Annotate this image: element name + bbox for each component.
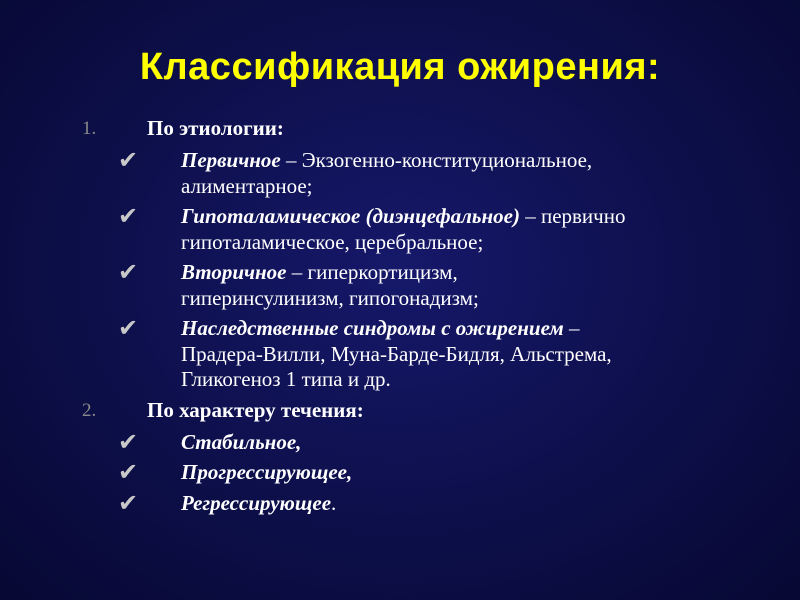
item-description-cont: гиперинсулинизм, гипогонадизм; bbox=[181, 285, 479, 310]
checkmark-icon: ✔ bbox=[118, 460, 139, 486]
item-description: – гиперкортицизм, bbox=[286, 260, 458, 284]
checkmark-icon: ✔ bbox=[118, 204, 139, 230]
item-term: Прогрессирующее, bbox=[181, 460, 353, 484]
section-heading: По характеру течения: bbox=[147, 397, 364, 422]
section-number: 1. bbox=[82, 118, 97, 139]
checkmark-icon: ✔ bbox=[118, 260, 139, 286]
item-description: – первично bbox=[519, 204, 626, 228]
slide-title: Классификация ожирения: bbox=[139, 46, 661, 88]
item-term: Гипоталамическое (диэнцефальное) bbox=[181, 204, 520, 228]
item-description: – bbox=[563, 316, 580, 340]
section-etiology bbox=[0, 116, 800, 148]
item-term: Регрессирующее bbox=[181, 490, 332, 515]
item-description-cont: гипоталамическое, церебральное; bbox=[181, 229, 484, 254]
item-term: Первичное bbox=[181, 148, 281, 172]
item-term: Стабильное, bbox=[181, 429, 302, 454]
list-item-primary bbox=[0, 148, 800, 199]
section-course bbox=[0, 398, 800, 430]
list-item-hypothalamic bbox=[0, 204, 800, 255]
list-item-stable bbox=[0, 430, 800, 456]
checkmark-icon: ✔ bbox=[118, 490, 139, 517]
item-term: Наследственные синдромы с ожирением bbox=[181, 316, 564, 340]
list-item-hereditary bbox=[0, 316, 800, 393]
item-description: . bbox=[331, 490, 337, 515]
item-description-cont: Гликогеноз 1 типа и др. bbox=[181, 367, 391, 391]
section-heading: По этиологии: bbox=[147, 116, 284, 140]
section-number: 2. bbox=[82, 399, 97, 421]
item-term: Вторичное bbox=[181, 260, 287, 284]
classification-list bbox=[0, 116, 800, 516]
list-item-secondary bbox=[0, 260, 800, 311]
checkmark-icon: ✔ bbox=[118, 429, 139, 456]
item-description-cont: Прадера-Вилли, Муна-Барде-Бидля, Альстрема, bbox=[181, 341, 612, 366]
checkmark-icon: ✔ bbox=[118, 148, 139, 174]
list-item-regressive bbox=[0, 491, 800, 517]
list-item-progressive bbox=[0, 460, 800, 486]
item-description: – Экзогенно-конституциональное, bbox=[280, 148, 593, 172]
checkmark-icon: ✔ bbox=[118, 316, 139, 342]
item-description-cont: алиментарное; bbox=[181, 173, 313, 198]
